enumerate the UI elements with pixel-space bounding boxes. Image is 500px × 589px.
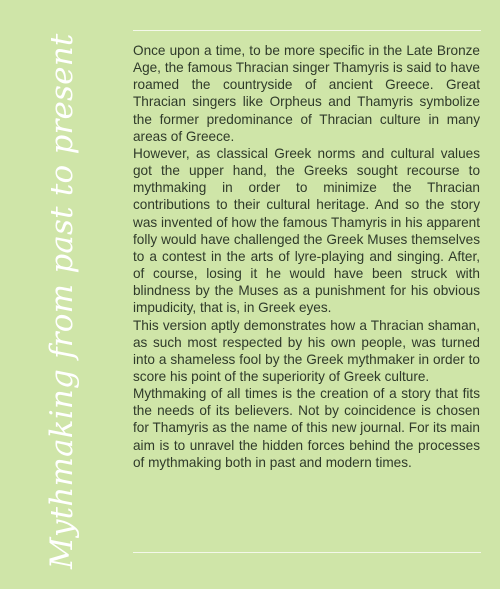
bottom-divider	[133, 552, 481, 553]
vertical-title: Mythmaking from past to present	[44, 33, 80, 569]
paragraph-4: Mythmaking of all times is the creation of a story that fits the needs of its believers. Not by coincidence is chosen for Thamyris as the name of this new journal. For its main aim is to unravel the hidden forces behind the processes of mythmaking both in past and modern times.	[133, 386, 480, 470]
paragraph-3: This version aptly demonstrates how a Thracian shaman, as such most respected by his own people, was turned into a shameless fool by the Greek mythmaker in order to score his point of the superiority of Greek culture.	[133, 317, 480, 384]
paragraph-1: Once upon a time, to be more specific in the Late Bronze Age, the famous Thracian singer Thamyris is said to have roamed the countryside of ancient Greece. Great Thracian singers like Orpheus and Thamyris symbolize the former predominance of Thracian culture in many areas of Greece.	[133, 43, 480, 144]
top-divider	[133, 30, 481, 31]
paragraph-2: However, as classical Greek norms and cultural values got the upper hand, the Greeks sought recourse to mythmaking in order to minimize the Thracian contributions to their cultural heritage. And so the story was invented of how the famous Thamyris in his apparent folly would have challenged the Greek Muses themselves to a contest in the arts of lyre-playing and singing. After, of course, losing it he would have been struck with blindness by the Muses as a punishment for his obvious impudicity, that is, in Greek eyes.	[133, 145, 480, 316]
body-text	[133, 42, 480, 471]
